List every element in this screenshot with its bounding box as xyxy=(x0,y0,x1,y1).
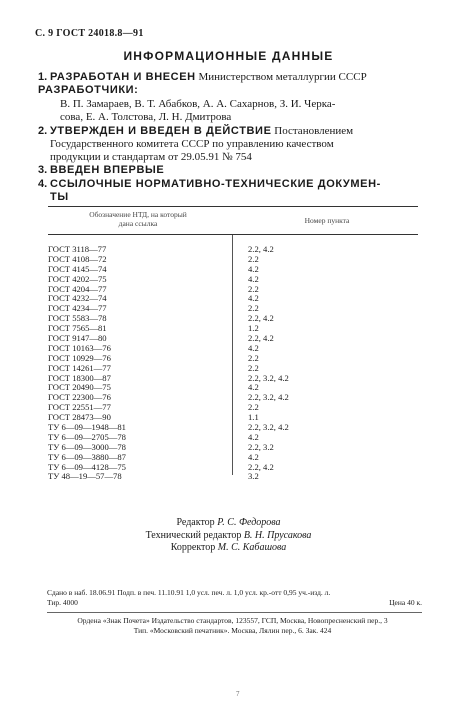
clause-numbers: 1.2 xyxy=(248,323,259,334)
item-1 xyxy=(38,71,438,85)
table-header-rule xyxy=(48,234,418,235)
imprint-line-1: Сдано в наб. 18.06.91 Подп. в печ. 11.10.91 1,0 усл. печ. л. 1,0 усл. кр.-отт 0,95 уч.-изд. л. xyxy=(47,588,331,597)
reference-document: ТУ 6—09—1948—81 xyxy=(48,422,126,433)
item-body: Министерством металлургии СССР xyxy=(198,71,367,83)
editors-block xyxy=(0,517,457,555)
item-number: 1. xyxy=(38,71,48,83)
clause-numbers: 1.1 xyxy=(248,412,259,423)
authors-line-1: В. П. Замараев, В. Т. Абабков, А. А. Сахарнов, З. И. Черка- xyxy=(60,98,336,110)
clause-numbers: 2.2, 4.2 xyxy=(248,244,274,254)
reference-document: ТУ 6—09—4128—75 xyxy=(48,461,126,472)
proofreader-name: М. С. Кабашова xyxy=(217,542,287,553)
reference-document: ТУ 48—19—57—78 xyxy=(48,471,122,482)
reference-document: ГОСТ 4232—74 xyxy=(48,293,107,304)
item-heading: РАЗРАБОТАН И ВНЕСЕН xyxy=(49,71,196,83)
reference-document: ГОСТ 22300—76 xyxy=(48,392,111,403)
col-header-document xyxy=(48,210,228,228)
editor-line xyxy=(0,517,457,530)
item-heading: ВВЕДЕН ВПЕРВЫЕ xyxy=(49,164,165,176)
clause-numbers: 2.2 xyxy=(248,303,259,314)
reference-document: ГОСТ 4108—72 xyxy=(48,253,107,264)
page-mark: 7 xyxy=(236,690,240,698)
item-body: Постановлением xyxy=(274,125,354,137)
item-number: 2. xyxy=(38,125,48,137)
clause-numbers: 2.2, 4.2 xyxy=(248,461,274,472)
reference-document: ГОСТ 28473—90 xyxy=(48,412,111,423)
clause-numbers: 4.2 xyxy=(248,263,259,274)
section-title: ИНФОРМАЦИОННЫЕ ДАННЫЕ xyxy=(123,49,334,63)
tech-editor-role: Технический редактор xyxy=(145,529,242,541)
reference-document: ГОСТ 22551—77 xyxy=(48,402,111,413)
clause-numbers: 4.2 xyxy=(248,382,259,393)
developers-label: РАЗРАБОТЧИКИ: xyxy=(38,84,139,96)
editor-role: Редактор xyxy=(176,517,215,528)
reference-document: ГОСТ 5583—78 xyxy=(48,313,107,324)
table-row xyxy=(48,472,328,482)
clause-numbers: 2.2 xyxy=(248,253,259,264)
clause-numbers: 4.2 xyxy=(248,431,259,442)
item-heading: ССЫЛОЧНЫЕ НОРМАТИВНО-ТЕХНИЧЕСКИЕ ДОКУМЕН- xyxy=(49,178,381,190)
clause-numbers: 4.2 xyxy=(248,451,259,462)
reference-table-body xyxy=(48,245,328,482)
item-2 xyxy=(38,125,438,139)
col-header-document-line-1: Обозначение НТД, на который xyxy=(89,210,187,219)
reference-document: ГОСТ 3118—77 xyxy=(48,244,107,254)
decree-line-2: Государственного комитета СССР по управлению качеством xyxy=(50,138,334,150)
clause-numbers: 2.2 xyxy=(248,352,259,363)
editor-name: Р. С. Федорова xyxy=(217,517,281,528)
price: Цена 40 к. xyxy=(389,598,422,607)
col-header-document-line-2: дана ссылка xyxy=(118,219,158,228)
clause-numbers: 2.2, 4.2 xyxy=(248,333,274,344)
col-header-clause: Номер пункта xyxy=(304,216,350,225)
reference-document: ГОСТ 14261—77 xyxy=(48,362,111,373)
tech-editor-name: В. Н. Прусакова xyxy=(243,529,312,541)
item-heading-cont: ТЫ xyxy=(50,191,69,203)
reference-document: ТУ 6—09—2705—78 xyxy=(48,431,126,442)
clause-numbers: 4.2 xyxy=(248,342,259,353)
page-header: С. 9 ГОСТ 24018.8—91 xyxy=(35,28,144,39)
clause-numbers: 2.2, 3.2, 4.2 xyxy=(248,422,289,433)
reference-document: ТУ 6—09—3000—78 xyxy=(48,441,126,452)
reference-document: ГОСТ 4204—77 xyxy=(48,283,107,294)
clause-numbers: 4.2 xyxy=(248,293,259,304)
item-number: 4. xyxy=(38,178,48,190)
clause-numbers: 2.2, 4.2 xyxy=(248,313,274,324)
clause-numbers: 2.2, 3.2, 4.2 xyxy=(248,372,289,383)
print-run: Тир. 4000 xyxy=(47,598,78,607)
publisher-line: Ордена «Знак Почета» Издательство стандартов, 123557, ГСП, Москва, Новопресненский пер., 3 xyxy=(77,616,388,625)
item-3 xyxy=(38,164,438,178)
clause-numbers: 2.2 xyxy=(248,362,259,373)
reference-document: ГОСТ 7565—81 xyxy=(48,323,107,334)
reference-document: ГОСТ 4202—75 xyxy=(48,273,107,284)
clause-numbers: 2.2, 3.2, 4.2 xyxy=(248,392,289,403)
printer-line: Тип. «Московский печатник». Москва, Лялин пер., 6. Зак. 424 xyxy=(133,626,332,635)
item-4-continued xyxy=(50,191,450,205)
clause-numbers: 4.2 xyxy=(248,273,259,284)
reference-document: ГОСТ 18300—87 xyxy=(48,372,111,383)
developers-heading xyxy=(38,84,438,98)
reference-document: ГОСТ 20490—75 xyxy=(48,382,111,393)
imprint-line-2 xyxy=(47,598,422,608)
reference-document: ТУ 6—09—3880—87 xyxy=(48,451,126,462)
clause-numbers: 2.2, 3.2 xyxy=(248,441,274,452)
imprint-rule xyxy=(47,612,422,613)
clause-numbers: 2.2 xyxy=(248,283,259,294)
clause-numbers: 2.2 xyxy=(248,402,259,413)
decree-line-3: продукции и стандартам от 29.05.91 № 754 xyxy=(50,151,252,163)
authors-line-2: сова, Е. А. Толстова, Л. Н. Дмитрова xyxy=(60,111,232,123)
proofreader-line xyxy=(0,542,457,555)
item-number: 3. xyxy=(38,164,48,176)
reference-document: ГОСТ 4145—74 xyxy=(48,263,107,274)
reference-document: ГОСТ 10929—76 xyxy=(48,352,111,363)
table-top-rule xyxy=(48,206,418,207)
item-heading: УТВЕРЖДЕН И ВВЕДЕН В ДЕЙСТВИЕ xyxy=(49,125,272,137)
reference-document: ГОСТ 10163—76 xyxy=(48,342,111,353)
reference-document: ГОСТ 9147—80 xyxy=(48,333,107,344)
reference-document: ГОСТ 4234—77 xyxy=(48,303,107,314)
clause-numbers: 3.2 xyxy=(248,471,259,482)
proofreader-role: Корректор xyxy=(170,542,216,553)
tech-editor-line xyxy=(0,530,457,543)
item-4 xyxy=(38,178,438,192)
